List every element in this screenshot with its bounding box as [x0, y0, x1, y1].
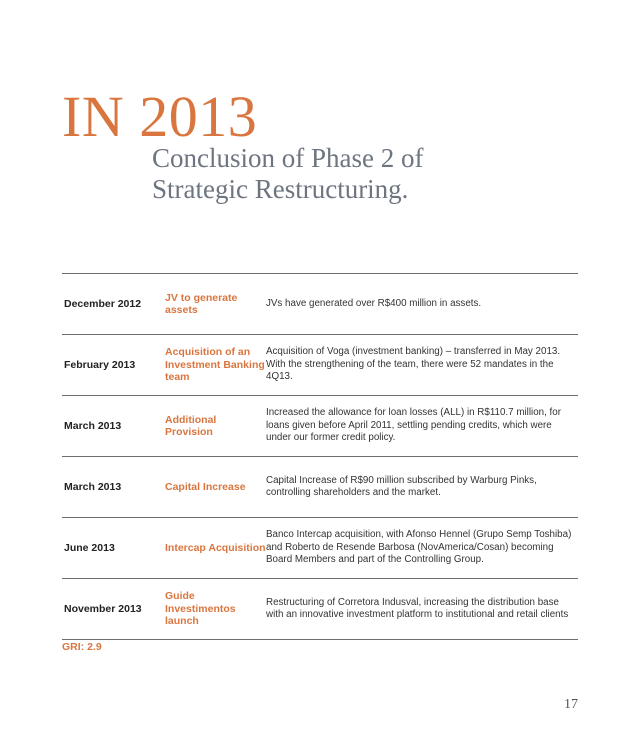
row-event: Acquisition of an Investment Banking team: [165, 346, 265, 384]
table-row: [62, 274, 578, 335]
row-date: March 2013: [64, 420, 122, 432]
timeline-table: [62, 273, 578, 640]
table-row: [62, 396, 578, 457]
table-row: [62, 518, 578, 579]
row-event: Intercap Acquisition: [165, 541, 266, 554]
table-row: [62, 457, 578, 518]
gri-reference: GRI: 2.9: [62, 641, 102, 653]
row-event: JV to generate assets: [165, 291, 238, 316]
page-title: IN 2013: [62, 84, 258, 149]
subtitle-line-1: Conclusion of Phase 2 of: [152, 143, 424, 173]
row-date: November 2013: [64, 603, 142, 615]
table-row: [62, 579, 578, 640]
row-description: Acquisition of Voga (investment banking) – transferred in May 2013. With the strengthening of the team, there were 52 mandates in the 4Q13.: [266, 346, 561, 383]
row-description: Banco Intercap acquisition, with Afonso Hennel (Grupo Semp Toshiba) and Roberto de Resende Barbosa (NovAmerica/Cosan) becoming Board Members and part of the Controlling Group.: [266, 529, 572, 566]
row-description: Restructuring of Corretora Indusval, increasing the distribution base with an innovative investment platform to institutional and retail clients: [266, 596, 569, 620]
row-date: June 2013: [64, 542, 115, 554]
subtitle-line-2: Strategic Restructuring.: [152, 174, 409, 204]
page-number: 17: [564, 697, 578, 712]
table-row: [62, 335, 578, 396]
row-event: Guide Investimentos launch: [165, 590, 236, 628]
row-event: Additional Provision: [165, 413, 217, 438]
row-date: December 2012: [64, 298, 142, 310]
row-date: February 2013: [64, 359, 136, 371]
row-date: March 2013: [64, 481, 122, 493]
row-description: Capital Increase of R$90 million subscribed by Warburg Pinks, controlling shareholders and the market.: [266, 474, 537, 498]
row-description: Increased the allowance for loan losses (ALL) in R$110.7 million, for loans given before April 2011, settling pending credits, which were under our former credit policy.: [266, 407, 561, 444]
row-event: Capital Increase: [165, 480, 246, 493]
page-subtitle: [152, 143, 423, 205]
row-description: JVs have generated over R$400 million in assets.: [266, 297, 482, 309]
